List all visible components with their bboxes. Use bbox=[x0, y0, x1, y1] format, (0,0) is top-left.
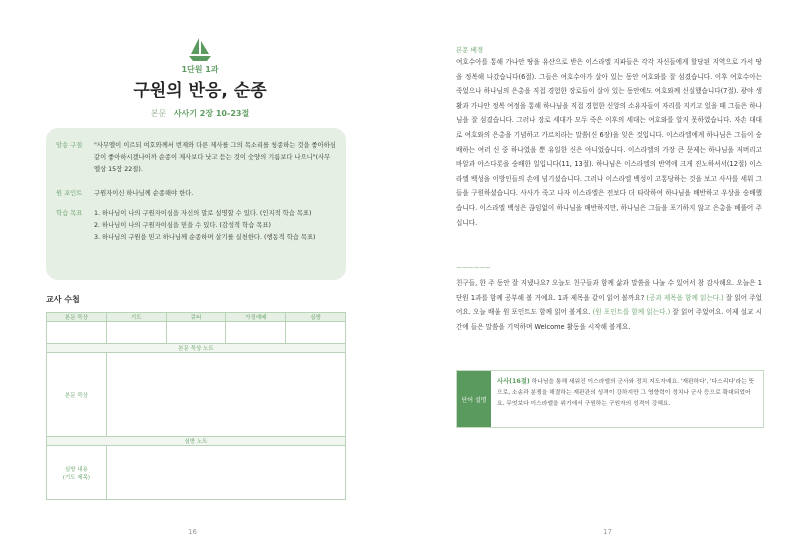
one-point-label: 원 포인트 bbox=[56, 190, 83, 197]
background-text: 여호수아를 통해 가나안 땅을 유산으로 받은 이스라엘 지파들은 각각 자신들에게 할당된 지역으로 가서 땅을 정복해 나갔습니다(6절). 그들은 여호수아가 살아 있는 동안 여호와를 잘 섬겼습니다. 이후 여호수아는 죽었으나 하나님의 은총을 직접 경험한 장로들이 살아 있는 동안에도 여호와께 신실했습니다(7절). 광야 생활과 가나안 정복 여정을 통해 하나님을 직접 경험한 신앙의 소유자들이 자리를 지키고 있을 때 그들은 하나님을 잘 섬겼습니다. 그러나 장로 세대가 모두 죽은 이후의 세대는 여호와를 알지 못하였습니다. 자손 대대로 여호와의 은총을 기념하고 가르치라는 말씀(신 6장)을 잊은 것입니다. 이스라엘에게 하나님은 그들이 숭배하는 여러 신 중 하나였을 뿐 유일한 신은 아니었습니다. 이스라엘의 가장 큰 문제는 하나님을 저버리고 바알과 아스다롯을 숭배한 일입니다(11, 13절). 하나님은 이스라엘의 반역에 크게 진노하셔서(12절) 이스라엘 백성을 이방인들의 손에 넘기셨습니다. 그러나 이스라엘 백성이 고통당하는 것을 보고 사사를 세워 그들을 구원하셨습니다. 사사가 죽고 나자 이스라엘은 전보다 더 타락하여 하나님을 배반하고 우상을 숭배했습니다. 이스라엘 백성은 끊임없이 하나님을 배반하지만, 하나님은 그들을 포기하지 않고 은총을 베풀어 주십니다. bbox=[456, 58, 762, 227]
page-number-left: 16 bbox=[188, 528, 197, 536]
meditation-row-label: 본문 묵상 bbox=[47, 353, 107, 437]
visit-note-header: 심방 노트 bbox=[47, 437, 346, 446]
learning-goal: 3. 하나님의 구원을 믿고 하나님께 순종하며 살기를 실천한다. (행동적 학습 목표) bbox=[94, 234, 316, 241]
scripture-reference: 사사기 2장 10-23절 bbox=[173, 109, 250, 118]
header-qt: 큐티 bbox=[166, 313, 226, 322]
header-family-worship: 가정예배 bbox=[226, 313, 286, 322]
visit-row-label-line2: (기도 제목) bbox=[62, 474, 91, 481]
learning-goal: 2. 하나님이 나의 구원자이심을 믿을 수 있다. (감성적 학습 목표) bbox=[94, 222, 271, 229]
lesson-title: 구원의 반응, 순종 bbox=[133, 81, 267, 101]
page-number-right: 17 bbox=[603, 528, 612, 536]
one-point-text: 구원자이신 하나님께 순종해야 한다. bbox=[94, 190, 194, 197]
header-prayer: 기도 bbox=[106, 313, 166, 322]
lead-text-part: 잘 읽어 주었어요. 오늘 배울 원 포인트도 함께 읽어 볼게요. bbox=[456, 293, 762, 317]
lead-text-part: 친구들, 한 주 동안 잘 지냈나요? 오늘도 친구들과 함께 삶과 말씀을 나눌 수 있어서 참 감사해요. 오늘은 1단원 1과를 함께 공부해 볼 거예요. 1과 제목을 같이 읽어 볼까요? bbox=[456, 279, 762, 302]
meditation-note-header: 본문 묵상 노트 bbox=[47, 344, 346, 353]
wave-divider: ~~~~~~ bbox=[456, 263, 491, 272]
header-meditation: 본문 묵상 bbox=[47, 313, 107, 322]
learning-goals-label: 학습 목표 bbox=[56, 210, 83, 217]
word-definition: 하나님을 통해 세워진 이스라엘의 군사와 정치 지도자예요. '재판하다', '다스리다'라는 뜻으로, 소송과 분쟁을 해결하는 재판관의 성격이 강하지만 그 영향력이 정치나 군사 등으로 확대되었어요. 무엇보다 이스라엘을 위기에서 구원하는 구원자의 성격이 강해요. bbox=[497, 379, 755, 407]
word-explanation-tag: 단어 설명 bbox=[457, 371, 491, 427]
memory-verse-text: "사무엘이 이르되 여호와께서 번제와 다른 제사를 그의 목소리를 청종하는 것을 좋아하심 같이 좋아하시겠나이까 순종이 제사보다 낫고 듣는 것이 숫양의 기름보다 나으니"(사무엘상 15장 22절). bbox=[94, 142, 336, 173]
learning-goal: 1. 하나님이 나의 구원자이심을 자신의 말로 설명할 수 있다. (인지적 학습 목표) bbox=[94, 210, 312, 217]
lesson-number: 1단원 1과 bbox=[181, 65, 219, 74]
lead-text-part: 잘 읽어 주었어요. 이제 설교 시간에 들은 말씀을 기억하며 Welcome 활동을 시작해 볼게요. bbox=[456, 308, 762, 331]
lead-instruction: (원 포인트를 함께 읽는다.) bbox=[592, 308, 671, 317]
lead-in-text bbox=[456, 276, 762, 334]
word-term: 사사(16절) bbox=[497, 378, 530, 385]
header-visit: 심방 bbox=[286, 313, 346, 322]
visit-row-label-line1: 심방 내용 bbox=[64, 466, 88, 473]
word-explanation-box bbox=[456, 370, 764, 428]
word-explanation-body bbox=[497, 376, 757, 410]
memory-verse-label: 암송 구절 bbox=[56, 142, 83, 149]
lead-instruction: (공과 제목을 함께 읽는다.) bbox=[646, 293, 724, 302]
background-label: 본문 배경 bbox=[456, 46, 484, 54]
teacher-notebook-title: 교사 수첩 bbox=[46, 295, 80, 304]
scripture-label: 본문 bbox=[150, 109, 167, 118]
